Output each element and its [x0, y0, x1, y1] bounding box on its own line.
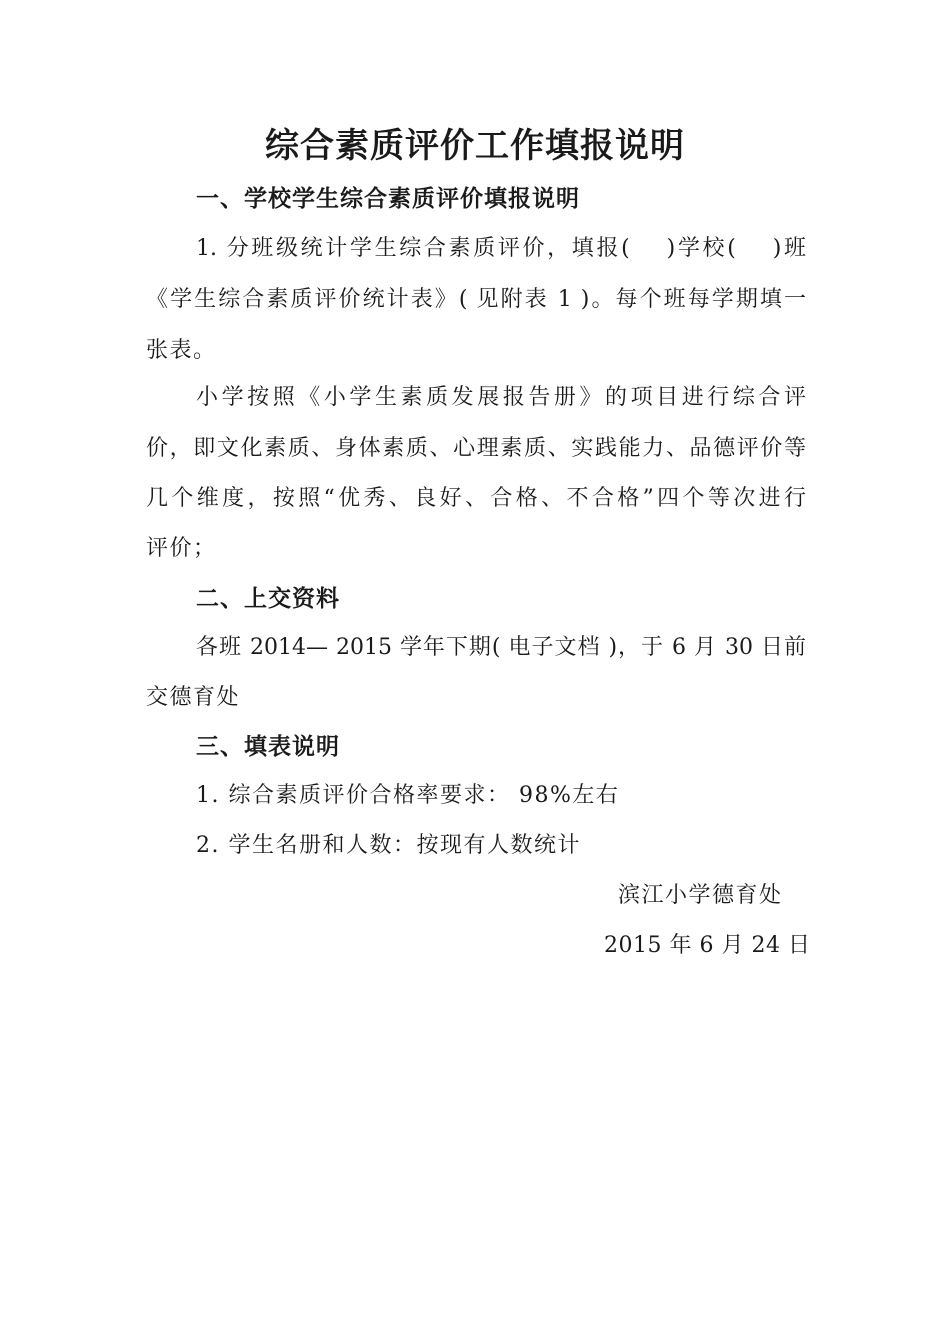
paragraph-line: 《学生综合素质评价统计表》( 见附表 1 )。每个班每学期填一 [146, 287, 806, 312]
list-item: 1. 综合素质评价合格率要求： 98%左右 [196, 783, 620, 808]
signature-date: 2015 年 6 月 24 日 [604, 933, 811, 958]
section-heading-3: 三、填表说明 [196, 734, 340, 760]
paragraph-line: 小学按照《小学生素质发展报告册》的项目进行综合评 [196, 385, 806, 410]
paragraph-line: 评价； [146, 536, 217, 561]
paragraph-line: 价，即文化素质、身体素质、心理素质、实践能力、品德评价等 [146, 436, 806, 461]
paragraph-line: 张表。 [146, 338, 217, 363]
section-heading-1: 一、学校学生综合素质评价填报说明 [196, 186, 580, 212]
signature-org: 滨江小学德育处 [618, 883, 783, 908]
paragraph-line: 1. 分班级统计学生综合素质评价，填报( )学校( )班 [196, 236, 806, 261]
paragraph-line: 交德育处 [146, 685, 241, 710]
paragraph-line: 几个维度，按照“优秀、良好、合格、不合格”四个等次进行 [146, 486, 806, 511]
section-heading-2: 二、上交资料 [196, 586, 340, 612]
document-title: 综合素质评价工作填报说明 [265, 126, 685, 166]
list-item: 2. 学生名册和人数：按现有人数统计 [196, 833, 581, 858]
paragraph-line: 各班 2014— 2015 学年下期( 电子文档 )，于 6 月 30 日前 [196, 635, 806, 660]
